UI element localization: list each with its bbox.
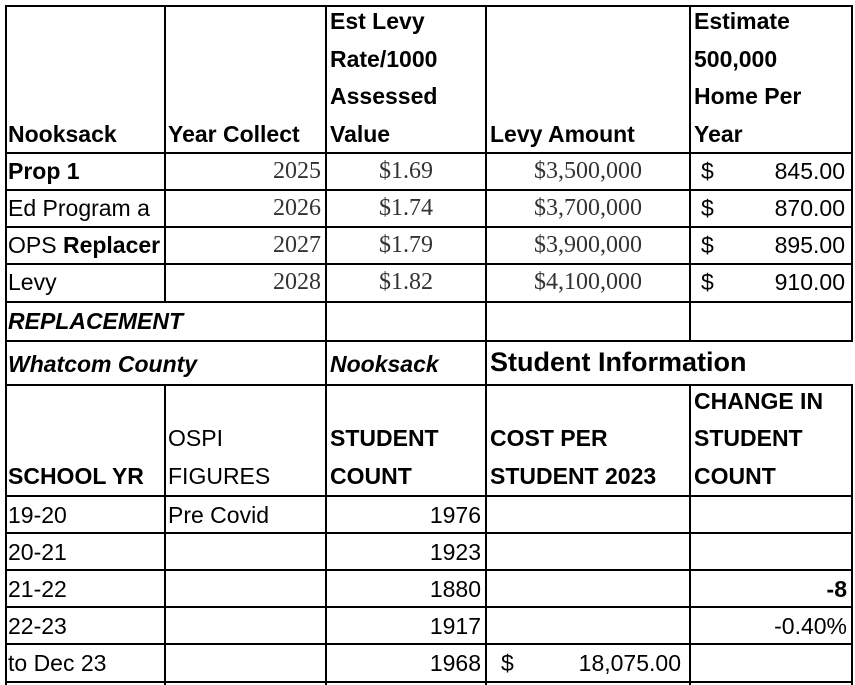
student-row-year[interactable]: 19-20 (8, 502, 67, 528)
student-row-count[interactable]: 1976 (429, 502, 481, 528)
grid-line (5, 681, 853, 683)
student-row-ospi[interactable] (165, 534, 325, 571)
header-ospi-figures[interactable]: OSPI FIGURES (168, 425, 271, 489)
header-estimate-home[interactable]: Estimate 500,000 Home Per Year (694, 8, 802, 147)
student-row-change[interactable]: -0.40% (774, 613, 847, 639)
grid-line (485, 5, 487, 685)
levy-row-home-estimate[interactable]: $ 845.00 (701, 158, 845, 184)
grid-line (851, 5, 853, 341)
student-row-count[interactable]: 1880 (429, 576, 481, 602)
student-row-ospi[interactable]: Pre Covid (168, 502, 269, 528)
grid-line (5, 384, 853, 386)
student-row-cost[interactable] (487, 608, 689, 645)
student-row-year[interactable]: 21-22 (8, 576, 67, 602)
levy-row-year[interactable]: 2027 (273, 232, 321, 258)
header-change-in-count[interactable]: CHANGE IN STUDENT COUNT (694, 387, 824, 489)
grid-line (5, 606, 853, 608)
student-row-cost[interactable] (487, 571, 689, 608)
student-row-change[interactable] (691, 497, 851, 534)
header-cost-per-student[interactable]: COST PER STUDENT 2023 (490, 425, 657, 489)
grid-line (164, 5, 166, 303)
header-student-count[interactable]: STUDENT COUNT (330, 425, 439, 489)
student-row-ospi[interactable] (165, 571, 325, 608)
student-row-change[interactable] (691, 534, 851, 571)
levy-row-home-estimate[interactable]: $ 895.00 (701, 232, 845, 258)
county-label[interactable]: Whatcom County (8, 351, 198, 377)
levy-row-amount[interactable]: $4,100,000 (534, 269, 642, 295)
levy-row-year[interactable]: 2025 (273, 158, 321, 184)
grid-line (5, 152, 853, 154)
levy-row-rate[interactable]: $1.82 (379, 269, 433, 295)
grid-line (5, 340, 853, 342)
student-info-title[interactable]: Student Information (490, 347, 747, 377)
student-row-cost[interactable]: $ 18,075.00 (501, 650, 681, 676)
grid-line (5, 5, 7, 685)
levy-row-home-estimate[interactable]: $ 910.00 (701, 269, 845, 295)
header-nooksack[interactable]: Nooksack (8, 120, 117, 147)
grid-line (5, 495, 853, 497)
levy-row-rate[interactable]: $1.74 (379, 195, 433, 221)
grid-line (5, 5, 853, 7)
grid-line (689, 5, 691, 341)
grid-line (5, 263, 853, 265)
grid-line (5, 532, 853, 534)
grid-line (5, 643, 853, 645)
grid-line (325, 5, 327, 303)
student-row-cost[interactable] (487, 497, 689, 534)
student-row-count[interactable]: 1923 (429, 539, 481, 565)
levy-row-rate[interactable]: $1.79 (379, 232, 433, 258)
levy-spreadsheet (5, 5, 855, 685)
grid-line (5, 301, 853, 303)
district-label[interactable]: Nooksack (330, 351, 439, 377)
grid-line (325, 386, 327, 685)
student-row-count[interactable]: 1917 (429, 613, 481, 639)
replacement-label[interactable]: REPLACEMENT (8, 308, 184, 334)
student-row-change[interactable] (691, 645, 851, 682)
student-row-ospi[interactable] (165, 645, 325, 682)
levy-row-year[interactable]: 2026 (273, 195, 321, 221)
levy-row-label[interactable]: OPS Replacer (8, 232, 161, 258)
levy-row-year[interactable]: 2028 (273, 269, 321, 295)
grid-line (325, 303, 327, 387)
student-row-change[interactable]: -8 (826, 576, 847, 602)
student-row-year[interactable]: 22-23 (8, 613, 67, 639)
student-row-ospi[interactable] (165, 608, 325, 645)
student-row-count[interactable]: 1968 (429, 650, 481, 676)
student-row-year[interactable]: 20-21 (8, 539, 67, 565)
grid-line (164, 386, 166, 685)
grid-line (851, 386, 853, 685)
header-est-levy-rate[interactable]: Est Levy Rate/1000 Assessed Value (330, 8, 438, 147)
levy-row-label[interactable]: Levy (8, 269, 57, 295)
student-row-year[interactable]: to Dec 23 (8, 650, 107, 676)
header-school-yr[interactable]: SCHOOL YR (8, 462, 144, 489)
grid-line (5, 569, 853, 571)
levy-row-amount[interactable]: $3,500,000 (534, 158, 642, 184)
grid-line (5, 189, 853, 191)
grid-line (5, 226, 853, 228)
header-year-collect[interactable]: Year Collect (168, 120, 300, 147)
student-row-cost[interactable] (487, 534, 689, 571)
levy-row-label[interactable]: Ed Program a (8, 195, 150, 221)
grid-line (689, 386, 691, 685)
levy-row-home-estimate[interactable]: $ 870.00 (701, 195, 845, 221)
levy-row-amount[interactable]: $3,700,000 (534, 195, 642, 221)
header-levy-amount[interactable]: Levy Amount (490, 120, 635, 147)
levy-row-amount[interactable]: $3,900,000 (534, 232, 642, 258)
levy-row-label[interactable]: Prop 1 (8, 158, 80, 184)
levy-row-rate[interactable]: $1.69 (379, 158, 433, 184)
